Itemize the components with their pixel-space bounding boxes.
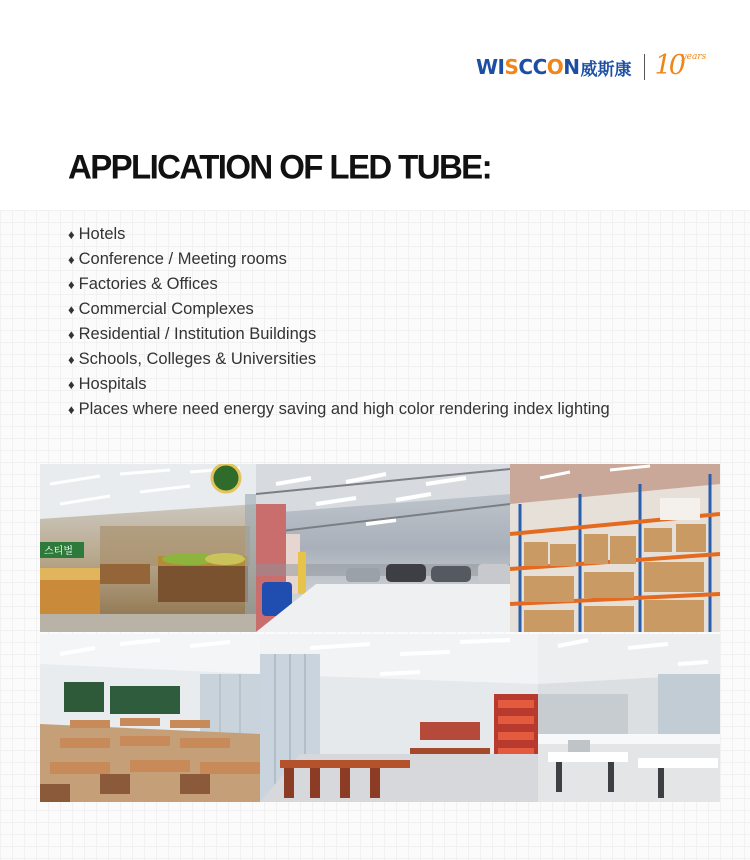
diamond-bullet-icon: ♦	[68, 302, 75, 317]
list-item	[68, 222, 610, 247]
list-item-label: Commercial Complexes	[78, 300, 254, 318]
diamond-bullet-icon: ♦	[68, 402, 75, 417]
list-item	[68, 322, 610, 347]
list-item	[68, 272, 610, 297]
list-item-label: Hotels	[78, 225, 126, 243]
diamond-bullet-icon: ♦	[68, 352, 75, 367]
list-item-label: Factories & Offices	[78, 275, 218, 293]
list-item	[68, 247, 610, 272]
anniversary-badge	[655, 50, 711, 84]
list-item-label: Places where need energy saving and high color rendering index lighting	[78, 400, 610, 418]
diamond-bullet-icon: ♦	[68, 377, 75, 392]
list-item-label: Hospitals	[78, 375, 147, 393]
photo-supermarket	[40, 464, 256, 632]
list-item-label: Residential / Institution Buildings	[78, 325, 317, 343]
list-item	[68, 297, 610, 322]
list-item-label: Schools, Colleges & Universities	[78, 350, 317, 368]
application-list	[68, 222, 610, 422]
list-item	[68, 397, 610, 422]
photo-library	[260, 634, 538, 802]
list-item	[68, 372, 610, 397]
diamond-bullet-icon: ♦	[68, 227, 75, 242]
anniversary-unit: years	[681, 52, 707, 62]
brand-logo[interactable]	[476, 50, 711, 84]
photo-parking-garage	[256, 464, 510, 632]
logo-chinese-name: 威斯康	[580, 59, 632, 80]
photo-classroom	[40, 634, 260, 802]
store-sign-text: 스티벌	[44, 546, 73, 557]
page-title: APPLICATION OF LED TUBE:	[68, 147, 491, 186]
diamond-bullet-icon: ♦	[68, 277, 75, 292]
logo-divider	[644, 54, 645, 80]
photo-warehouse	[510, 464, 720, 632]
diamond-bullet-icon: ♦	[68, 252, 75, 267]
list-item	[68, 347, 610, 372]
list-item-label: Conference / Meeting rooms	[78, 250, 287, 268]
photo-laboratory	[538, 634, 720, 802]
diamond-bullet-icon: ♦	[68, 327, 75, 342]
logo-wordmark: WISCCON	[476, 55, 580, 79]
anniversary-number: 10	[654, 50, 683, 81]
